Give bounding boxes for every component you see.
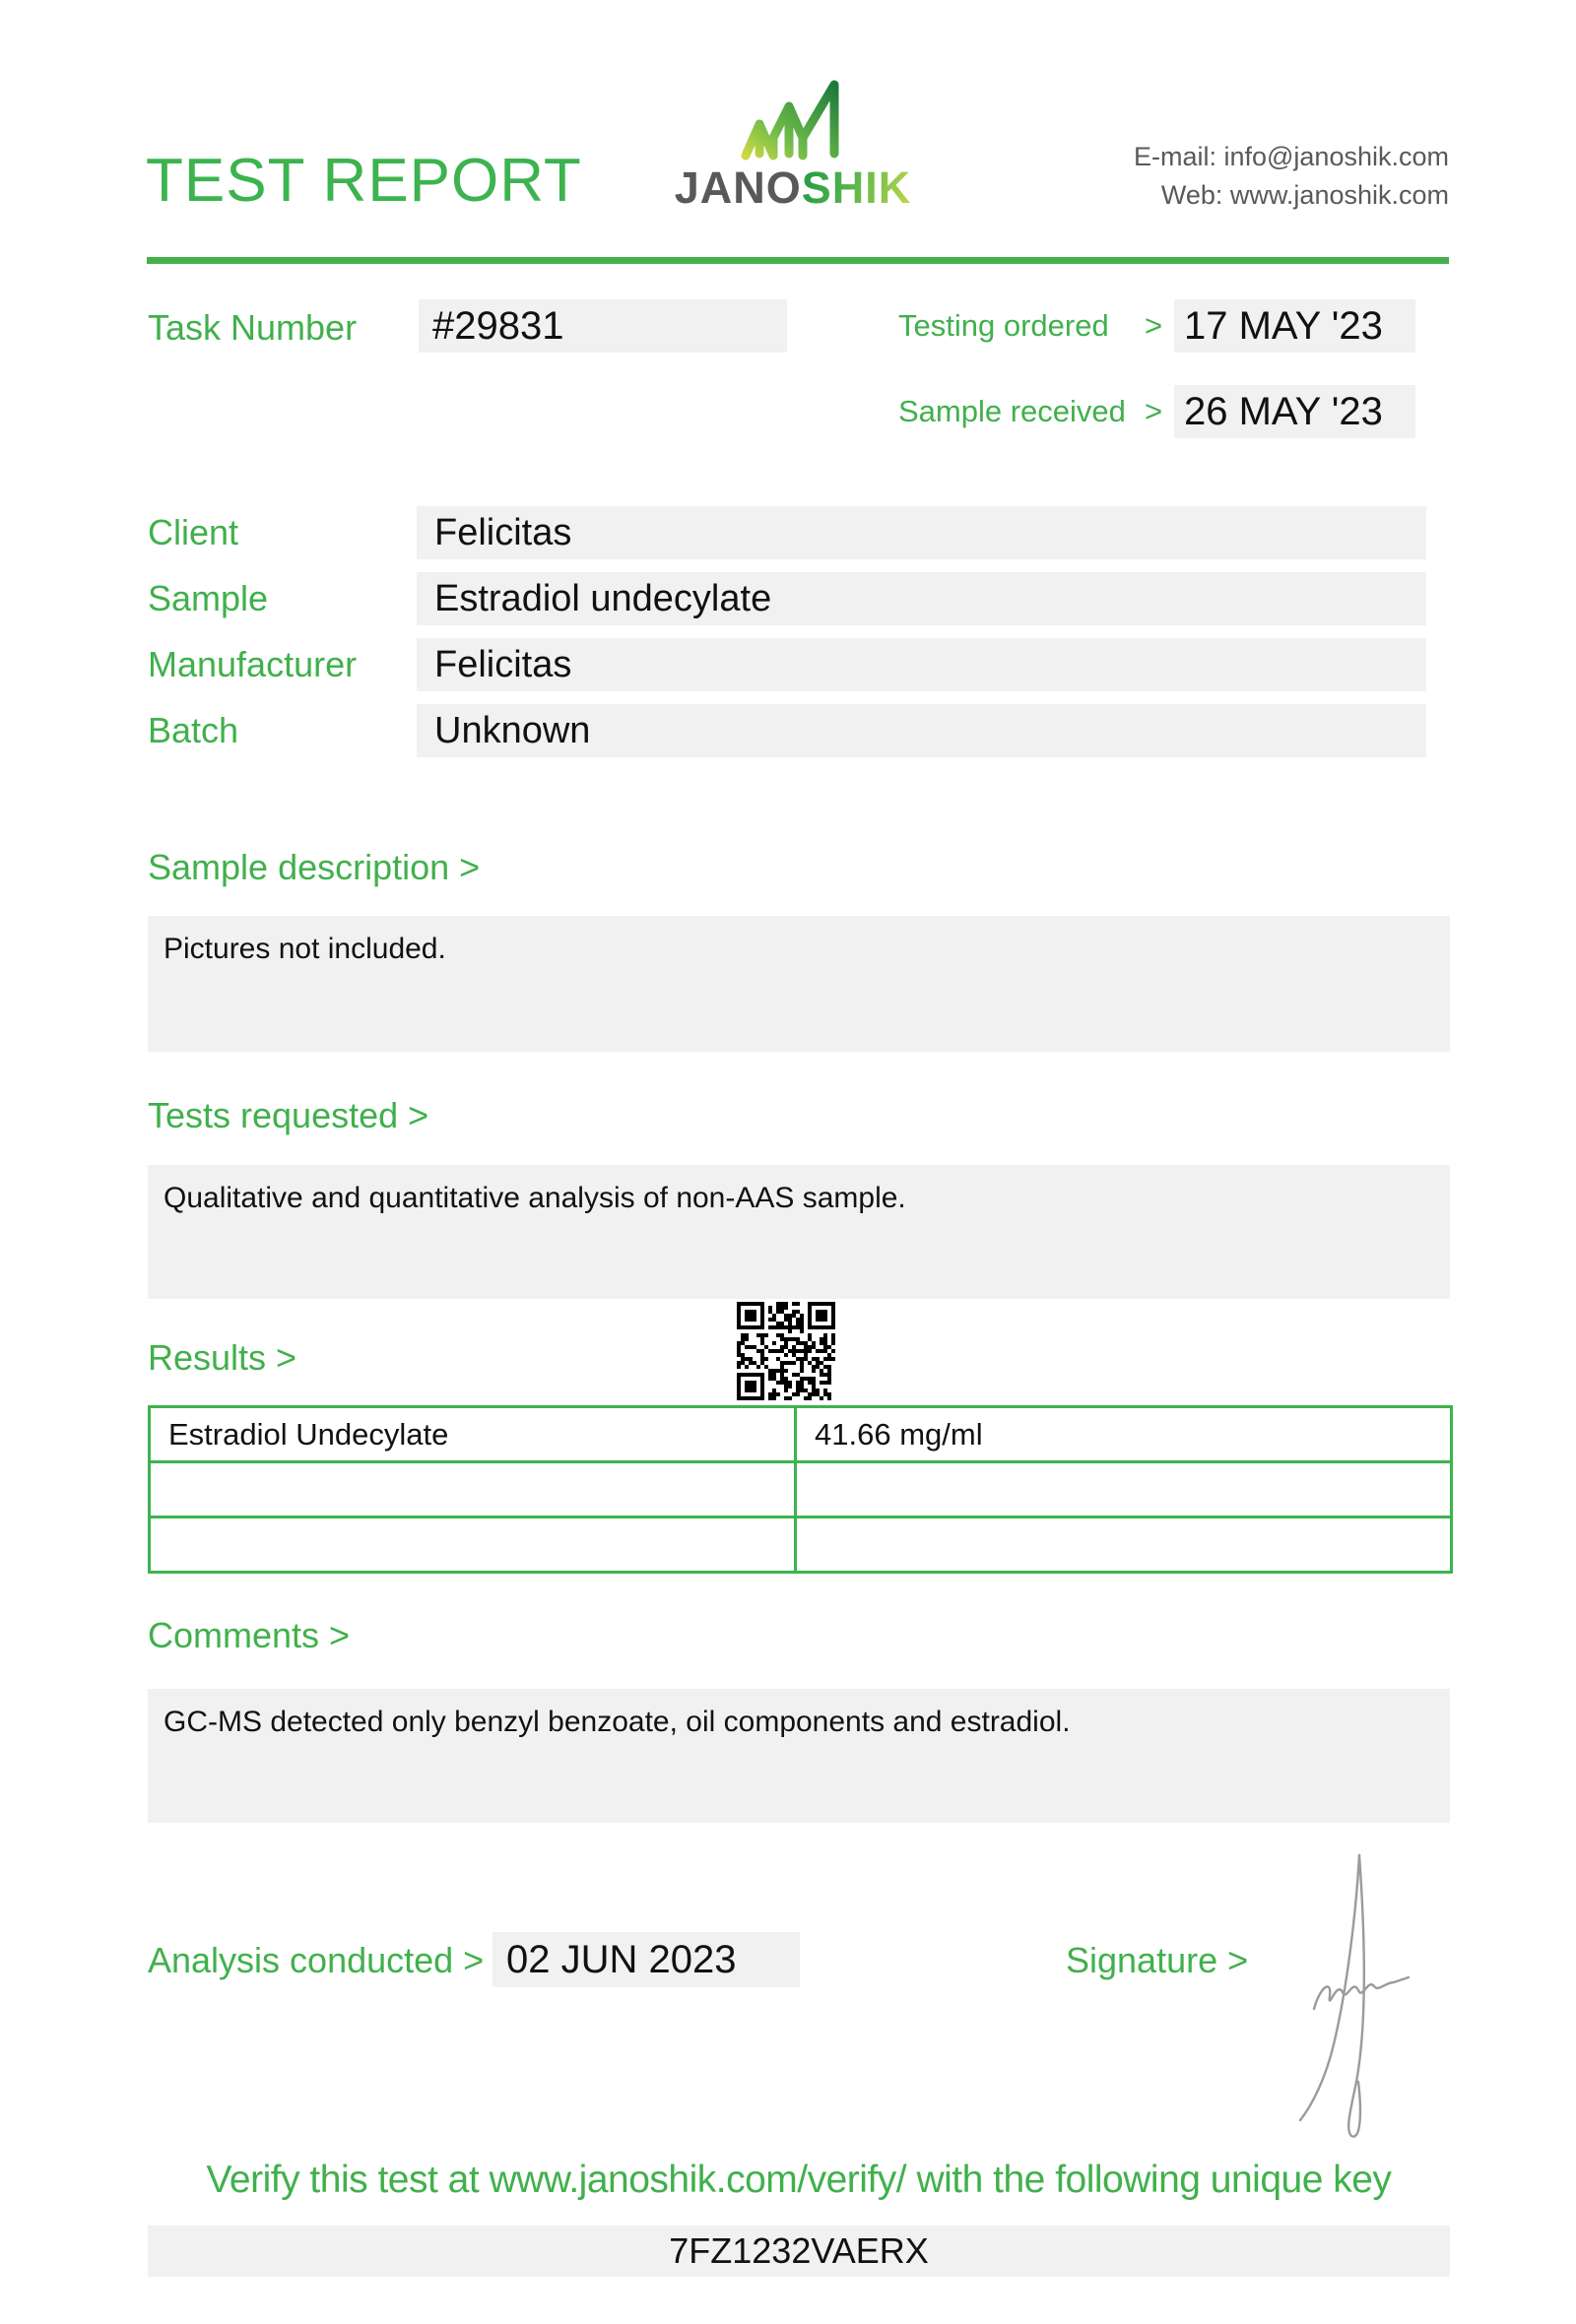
sample-label: Sample: [148, 578, 269, 618]
signature-image: [1263, 1847, 1430, 2143]
unique-key-value: 7FZ1232VAERX: [148, 2226, 1450, 2277]
tests-requested-box: Qualitative and quantitative analysis of non-AAS sample.: [148, 1165, 1450, 1299]
analysis-date-value: 02 JUN 2023: [492, 1932, 800, 1987]
manufacturer-value: Felicitas: [417, 638, 1426, 691]
sample-received-row: [898, 385, 1415, 438]
task-number-value: #29831: [419, 299, 787, 353]
logo-text-jano: JANO: [674, 162, 802, 213]
sample-description-box: Pictures not included.: [148, 916, 1450, 1052]
logo-text-shik: SHIK: [801, 162, 912, 213]
results-cell-empty: [797, 1518, 1450, 1571]
client-label: Client: [148, 512, 239, 552]
results-cell-empty: [797, 1463, 1450, 1518]
qr-code: [737, 1302, 835, 1400]
results-cell-value: 41.66 mg/ml: [797, 1408, 1450, 1463]
batch-value: Unknown: [417, 704, 1426, 757]
batch-label: Batch: [148, 710, 239, 750]
page-title: TEST REPORT: [146, 147, 582, 215]
comments-box: GC-MS detected only benzyl benzoate, oil components and estradiol.: [148, 1689, 1450, 1823]
manufacturer-label: Manufacturer: [148, 644, 358, 684]
testing-ordered-label: Testing ordered: [898, 308, 1109, 343]
analysis-conducted-label: Analysis conducted >: [148, 1940, 485, 1980]
header-divider: [147, 257, 1449, 264]
client-value: Felicitas: [417, 506, 1426, 559]
comments-heading: Comments >: [148, 1615, 351, 1655]
growth-chart-icon: [740, 77, 846, 161]
contact-email: E-mail: info@janoshik.com: [1133, 142, 1449, 171]
results-cell-empty: [151, 1463, 797, 1518]
sample-value: Estradiol undecylate: [417, 572, 1426, 625]
logo-wordmark: [650, 162, 936, 213]
testing-ordered-date: 17 MAY '23: [1174, 299, 1415, 353]
sample-received-label: Sample received: [898, 394, 1126, 428]
testing-ordered-arrow: >: [1144, 308, 1163, 343]
tests-requested-heading: Tests requested >: [148, 1095, 429, 1135]
results-table: [148, 1405, 1453, 1574]
signature-label: Signature >: [1066, 1940, 1249, 1980]
sample-description-heading: Sample description >: [148, 847, 481, 887]
janoshik-logo: [650, 77, 936, 213]
contact-web: Web: www.janoshik.com: [1160, 180, 1449, 211]
testing-ordered-row: [898, 299, 1415, 353]
results-cell-empty: [151, 1518, 797, 1571]
results-heading: Results >: [148, 1337, 297, 1378]
sample-received-date: 26 MAY '23: [1174, 385, 1415, 438]
sample-received-arrow: >: [1144, 394, 1163, 428]
contact-block: [1134, 138, 1449, 215]
task-number-label: Task Number: [148, 307, 358, 348]
results-cell-analyte: Estradiol Undecylate: [151, 1408, 797, 1463]
verify-instruction: Verify this test at www.janoshik.com/verify/ with the following unique key: [206, 2159, 1392, 2201]
